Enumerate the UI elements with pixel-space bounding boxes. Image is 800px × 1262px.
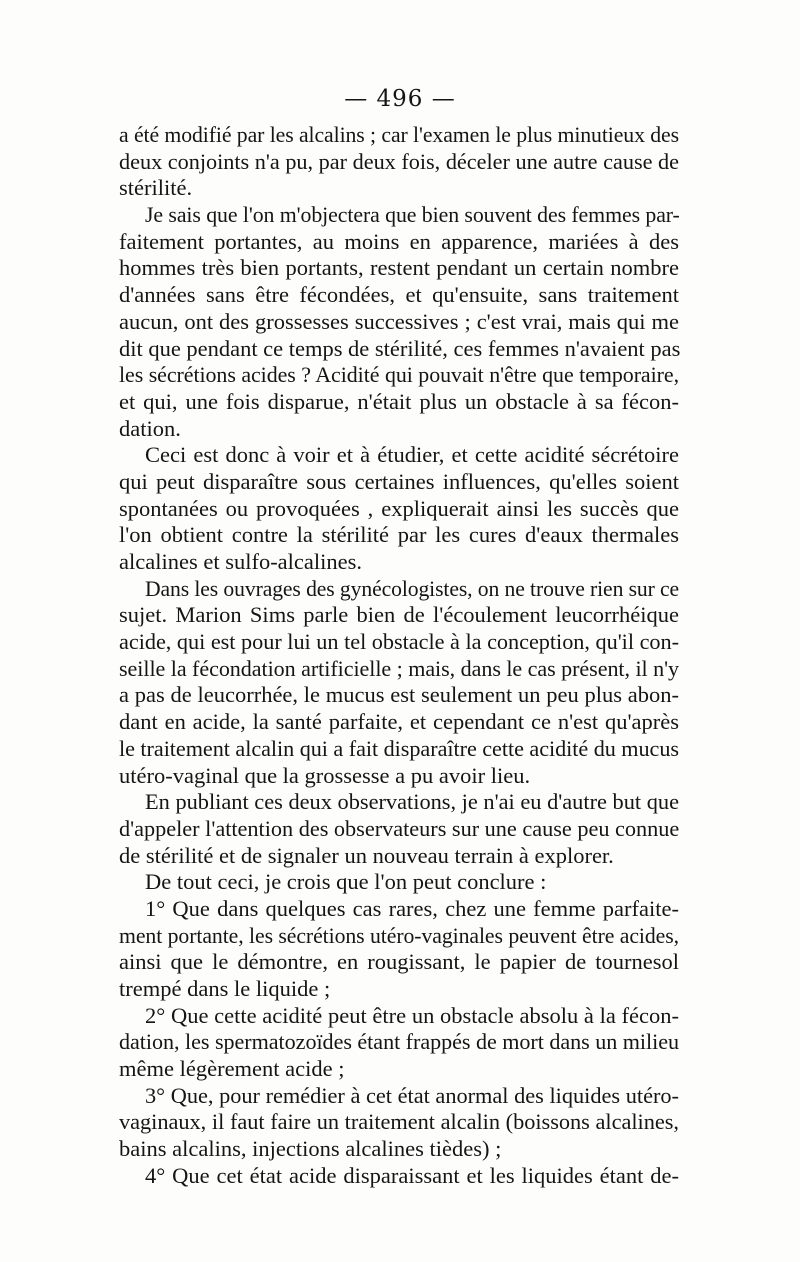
text-line: seille la fécondation artificielle ; mais, dans le cas présent, il n'y [119, 655, 679, 681]
text-line: Dans les ouvrages des gynécologistes, on ne trouve rien sur ce [145, 576, 680, 601]
text-line: hommes très bien portants, restent pendant un certain nombre [119, 255, 679, 281]
text-line: 4° Que cet état acide disparaissant et les liquides étant de- [145, 1162, 679, 1188]
text-line: En publiant ces deux observations, je n'ai eu d'autre but que [145, 789, 679, 815]
text-line: aucun, ont des grossesses successives ; c'est vrai, mais qui me [119, 308, 679, 334]
text-line: acide, qui est pour lui un tel obstacle à la conception, qu'il con- [119, 629, 679, 655]
text-line: vaginaux, il faut faire un traitement alcalin (boissons alcalines, [119, 1109, 679, 1135]
text-line: 1° Que dans quelques cas rares, chez une femme parfaite- [145, 895, 679, 921]
text-line: ment portante, les sécrétions utéro-vaginales peuvent être acides, [119, 923, 679, 948]
text-line: deux conjoints n'a pu, par deux fois, déceler une autre cause de [119, 148, 679, 174]
text-line: d'années sans être fécondées, et qu'ensuite, sans traitement [119, 282, 679, 308]
text-line: dit que pendant ce temps de stérilité, ces femmes n'avaient pas [119, 335, 681, 361]
text-line: ainsi que le démontre, en rougissant, le papier de tournesol [119, 949, 679, 975]
text-line: spontanées ou provoquées , expliquerait ainsi les succès que [119, 495, 679, 521]
text-line: De tout ceci, je crois que l'on peut conclure : [145, 869, 547, 895]
text-line: dation, les spermatozoïdes étant frappés de mort dans un milieu [119, 1029, 679, 1055]
text-line: dation. [119, 415, 181, 441]
text-line: bains alcalins, injections alcalines tièdes) ; [119, 1136, 502, 1162]
text-line: a pas de leucorrhée, le mucus est seulement un peu plus abon- [119, 682, 679, 708]
text-line: de stérilité et de signaler un nouveau terrain à explorer. [119, 842, 614, 868]
text-line: trempé dans le liquide ; [119, 976, 331, 1001]
text-line: Je sais que l'on m'objectera que bien souvent des femmes par- [145, 203, 680, 228]
text-line: faitement portantes, au moins en apparence, mariées à des [119, 228, 679, 254]
text-line: 3° Que, pour remédier à cet état anormal des liquides utéro- [145, 1082, 679, 1108]
text-line: sujet. Marion Sims parle bien de l'écoulement leucorrhéique [119, 602, 679, 628]
text-line: même légèrement acide ; [119, 1056, 345, 1082]
text-line: le traitement alcalin qui a fait disparaître cette acidité du mucus [119, 735, 679, 761]
text-line: les sécrétions acides ? Acidité qui pouvait n'être que temporaire, [119, 362, 679, 388]
text-line: Ceci est donc à voir et à étudier, et cette acidité sécrétoire [145, 442, 679, 468]
text-line: d'appeler l'attention des observateurs sur une cause peu connue [119, 815, 680, 841]
text-line: qui peut disparaître sous certaines influences, qu'elles soient [119, 468, 679, 494]
body-text [119, 122, 679, 1190]
text-line: a été modifié par les alcalins ; car l'examen le plus minutieux des [119, 123, 679, 147]
page-number: — 496 — [344, 86, 456, 112]
text-line: utéro-vaginal que la grossesse a pu avoir lieu. [119, 762, 531, 788]
text-line: et qui, une fois disparue, n'était plus un obstacle à sa fécon- [119, 388, 679, 414]
text-line: dant en acide, la santé parfaite, et cependant ce n'est qu'après [119, 709, 679, 735]
text-line: alcalines et sulfo-alcalines. [119, 549, 363, 574]
text-line: 2° Que cette acidité peut être un obstacle absolu à la fécon- [145, 1002, 679, 1028]
text-line: stérilité. [119, 175, 193, 201]
text-line: l'on obtient contre la stérilité par les cures d'eaux thermales [119, 522, 679, 548]
